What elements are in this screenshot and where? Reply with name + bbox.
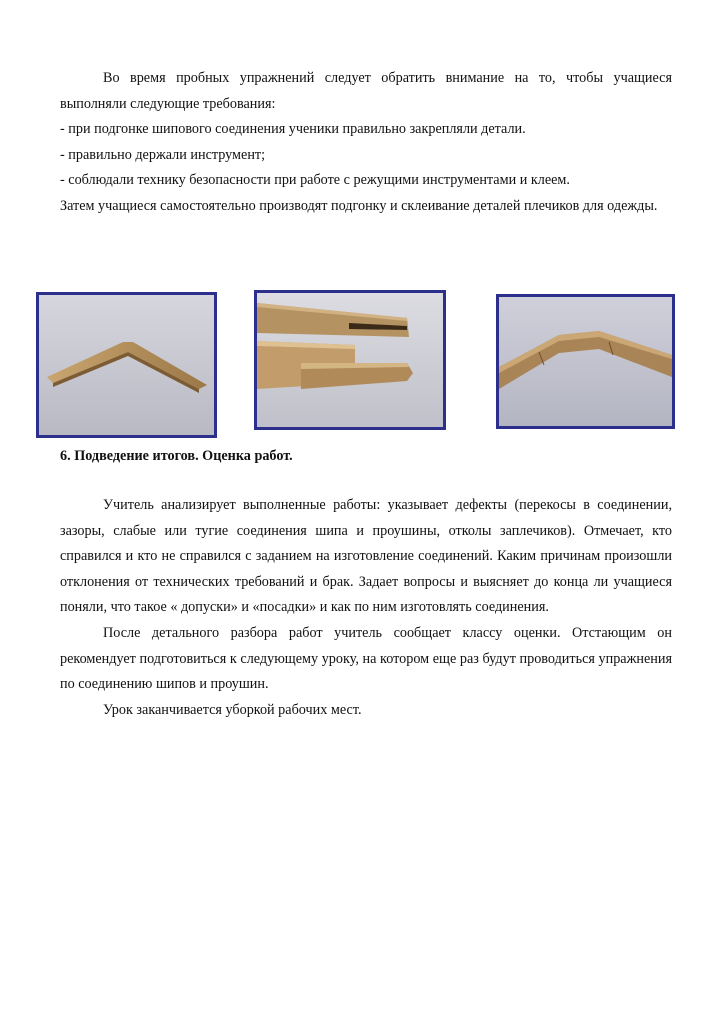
section-paragraph: Учитель анализирует выполненные работы: указывает дефекты (перекосы в соединении, зазоры, слабые или тугие соединения шипа и проушины, отколы заплечиков). Отмечает, кто справился и кто не справился с заданием на изготовление соединений. Каким причинам произошли отклонения от технических требований и брак. Задает вопросы и выясняет до конца ли учащиеся поняли, что такое « допуски» и «посадки» и как по ним изготовлять соединения. [60,497,672,616]
hanger-photo-image [39,295,214,435]
photo-tenon-mortise [254,290,446,430]
intro-paragraph: Затем учащиеся самостоятельно производят подгонку и склеивание деталей плечиков для одежды. [60,197,658,214]
section-heading: 6. Подведение итогов. Оценка работ. [60,448,293,464]
section-paragraph: Урок заканчивается уборкой рабочих мест. [103,701,362,718]
requirement-item: - при подгонке шипового соединения ученики правильно закрепляли детали. [60,121,526,138]
photo-assembled-hanger [36,292,217,438]
intro-paragraph: Во время пробных упражнений следует обратить внимание на то, чтобы учащиеся выполняли следующие требования: [60,70,672,112]
tenon-photo-image [257,293,443,427]
requirement-item: - соблюдали технику безопасности при работе с режущими инструментами и клеем. [60,172,570,189]
section-paragraph: После детального разбора работ учитель сообщает классу оценки. Отстающим он рекомендует подготовиться к следующему уроку, на котором еще раз будут проводиться упражнения по соединению шипов и проушин. [60,624,672,693]
joint-photo-image [499,297,672,426]
section-text [60,493,672,723]
photo-joint-closeup [496,294,675,429]
requirement-item: - правильно держали инструмент; [60,146,266,163]
intro-text [60,66,672,220]
